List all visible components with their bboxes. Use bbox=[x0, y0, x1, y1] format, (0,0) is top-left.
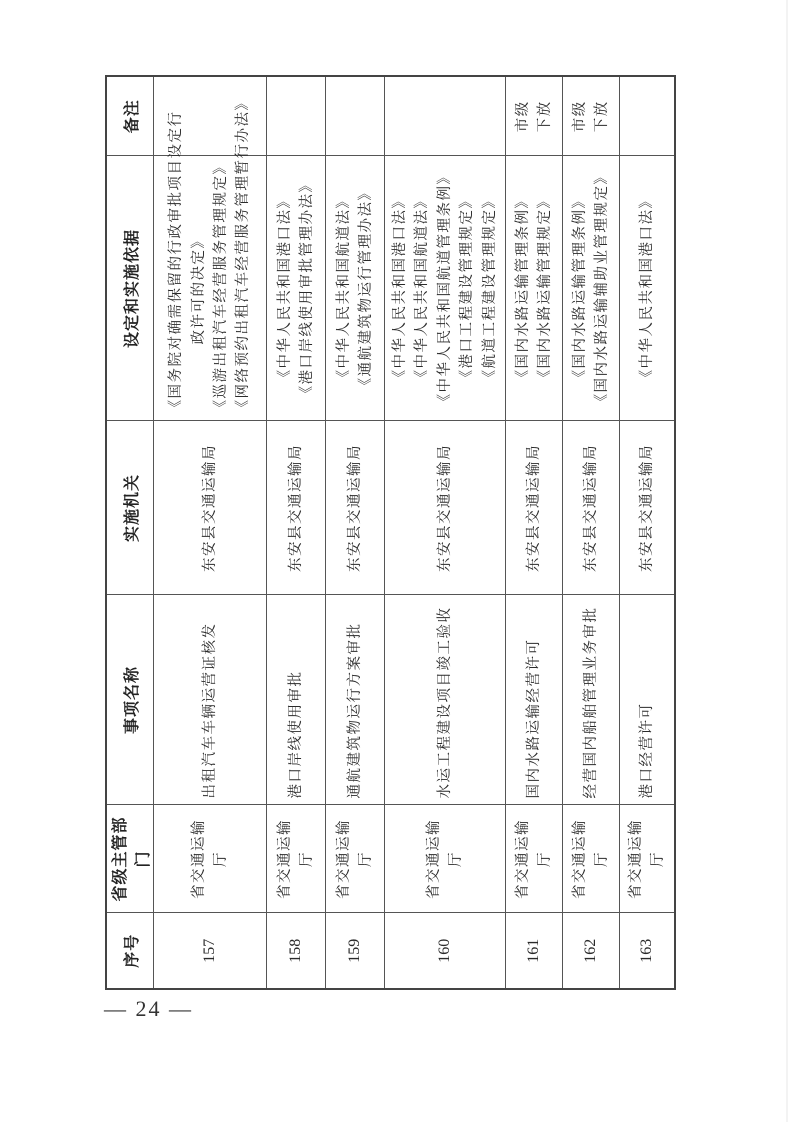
row-item: 国内水路运输经营许可 bbox=[506, 595, 563, 805]
table-row bbox=[154, 76, 267, 989]
basis-line: 《国内水路运输管理条例》 bbox=[571, 192, 588, 385]
basis-line: 《中华人民共和国港口法》 bbox=[276, 192, 293, 385]
row-item: 水运工程建设项目竣工验收 bbox=[385, 595, 506, 805]
page-edge bbox=[786, 0, 788, 1122]
basis-line: 《航道工程建设管理规定》 bbox=[481, 192, 498, 385]
basis-line: 《中华人民共和国港口法》 bbox=[391, 192, 408, 385]
row-dept: 省交通运输厅 bbox=[506, 805, 563, 913]
row-remark bbox=[620, 76, 676, 156]
basis-line: 《中华人民共和国港口法》 bbox=[638, 192, 655, 385]
row-item: 港口岸线使用审批 bbox=[267, 595, 326, 805]
row-remark bbox=[326, 76, 385, 156]
row-remark bbox=[267, 76, 326, 156]
basis-line: 《国内水路运输辅助业管理规定》 bbox=[594, 168, 610, 409]
table-row bbox=[267, 76, 326, 989]
matters-table bbox=[105, 75, 676, 990]
header-remark: 备注 bbox=[106, 76, 154, 156]
row-agency: 东安县交通运输局 bbox=[326, 421, 385, 595]
table-header-row bbox=[106, 76, 154, 989]
row-agency: 东安县交通运输局 bbox=[154, 421, 267, 595]
row-basis bbox=[326, 156, 385, 421]
header-agency: 实施机关 bbox=[106, 421, 154, 595]
table-row bbox=[326, 76, 385, 989]
page-number: — 24 — bbox=[104, 996, 193, 1021]
row-basis bbox=[267, 156, 326, 421]
row-dept: 省交通运输厅 bbox=[154, 805, 267, 913]
row-basis bbox=[620, 156, 676, 421]
basis-line: 《国内水路运输管理条例》 bbox=[514, 192, 531, 385]
row-item: 港口经营许可 bbox=[620, 595, 676, 805]
row-remark bbox=[563, 76, 620, 156]
row-no: 162 bbox=[563, 913, 620, 989]
remark-line: 市级 bbox=[571, 100, 588, 133]
row-item: 通航建筑物运行方案审批 bbox=[326, 595, 385, 805]
basis-line: 《港口岸线使用审批管理办法》 bbox=[299, 176, 315, 401]
row-item: 经营国内船舶管理业务审批 bbox=[563, 595, 620, 805]
row-dept: 省交通运输厅 bbox=[267, 805, 326, 913]
row-agency: 东安县交通运输局 bbox=[385, 421, 506, 595]
table-row bbox=[563, 76, 620, 989]
table-row bbox=[506, 76, 563, 989]
remark-line: 下放 bbox=[537, 100, 553, 133]
row-agency: 东安县交通运输局 bbox=[620, 421, 676, 595]
table-row bbox=[620, 76, 676, 989]
basis-line: 《国务院对确需保留的行政审批项目设定行 bbox=[168, 110, 185, 415]
row-no: 160 bbox=[385, 913, 506, 989]
header-basis: 设定和实施依据 bbox=[106, 156, 154, 421]
row-item: 出租汽车车辆运营证核发 bbox=[154, 595, 267, 805]
table-row bbox=[385, 76, 506, 989]
row-dept: 省交通运输厅 bbox=[385, 805, 506, 913]
row-agency: 东安县交通运输局 bbox=[563, 421, 620, 595]
row-no: 157 bbox=[154, 913, 267, 989]
row-basis bbox=[563, 156, 620, 421]
row-remark bbox=[506, 76, 563, 156]
basis-line: 《中华人民共和国航道法》 bbox=[414, 192, 431, 385]
remark-line: 下放 bbox=[594, 100, 610, 133]
basis-line: 《中华人民共和国航道法》 bbox=[335, 192, 352, 385]
row-remark bbox=[385, 76, 506, 156]
row-agency: 东安县交通运输局 bbox=[267, 421, 326, 595]
table-body bbox=[154, 76, 676, 989]
basis-line: 《中华人民共和国航道管理条例》 bbox=[436, 168, 453, 409]
basis-line: 政许可的决定》 bbox=[190, 232, 207, 345]
header-no: 序号 bbox=[106, 913, 154, 989]
row-no: 161 bbox=[506, 913, 563, 989]
rotated-table-wrapper bbox=[105, 77, 665, 990]
row-basis bbox=[385, 156, 506, 421]
basis-line: 《网络预约出租汽车经营服务管理暂行办法》 bbox=[235, 94, 252, 415]
basis-line: 《国内水路运输管理规定》 bbox=[537, 192, 553, 385]
row-dept: 省交通运输厅 bbox=[563, 805, 620, 913]
basis-line: 《巡游出租汽车经营服务管理规定》 bbox=[213, 158, 229, 415]
row-basis bbox=[154, 94, 267, 421]
basis-line: 《港口工程建设管理规定》 bbox=[459, 192, 476, 385]
row-agency: 东安县交通运输局 bbox=[506, 421, 563, 595]
remark-line: 市级 bbox=[514, 100, 531, 133]
header-item: 事项名称 bbox=[106, 595, 154, 805]
row-no: 158 bbox=[267, 913, 326, 989]
row-dept: 省交通运输厅 bbox=[326, 805, 385, 913]
row-dept: 省交通运输厅 bbox=[620, 805, 676, 913]
basis-line: 《通航建筑物运行管理办法》 bbox=[358, 184, 374, 393]
row-basis bbox=[506, 156, 563, 421]
row-no: 159 bbox=[326, 913, 385, 989]
header-dept: 省级主管部门 bbox=[106, 805, 154, 913]
row-no: 163 bbox=[620, 913, 676, 989]
